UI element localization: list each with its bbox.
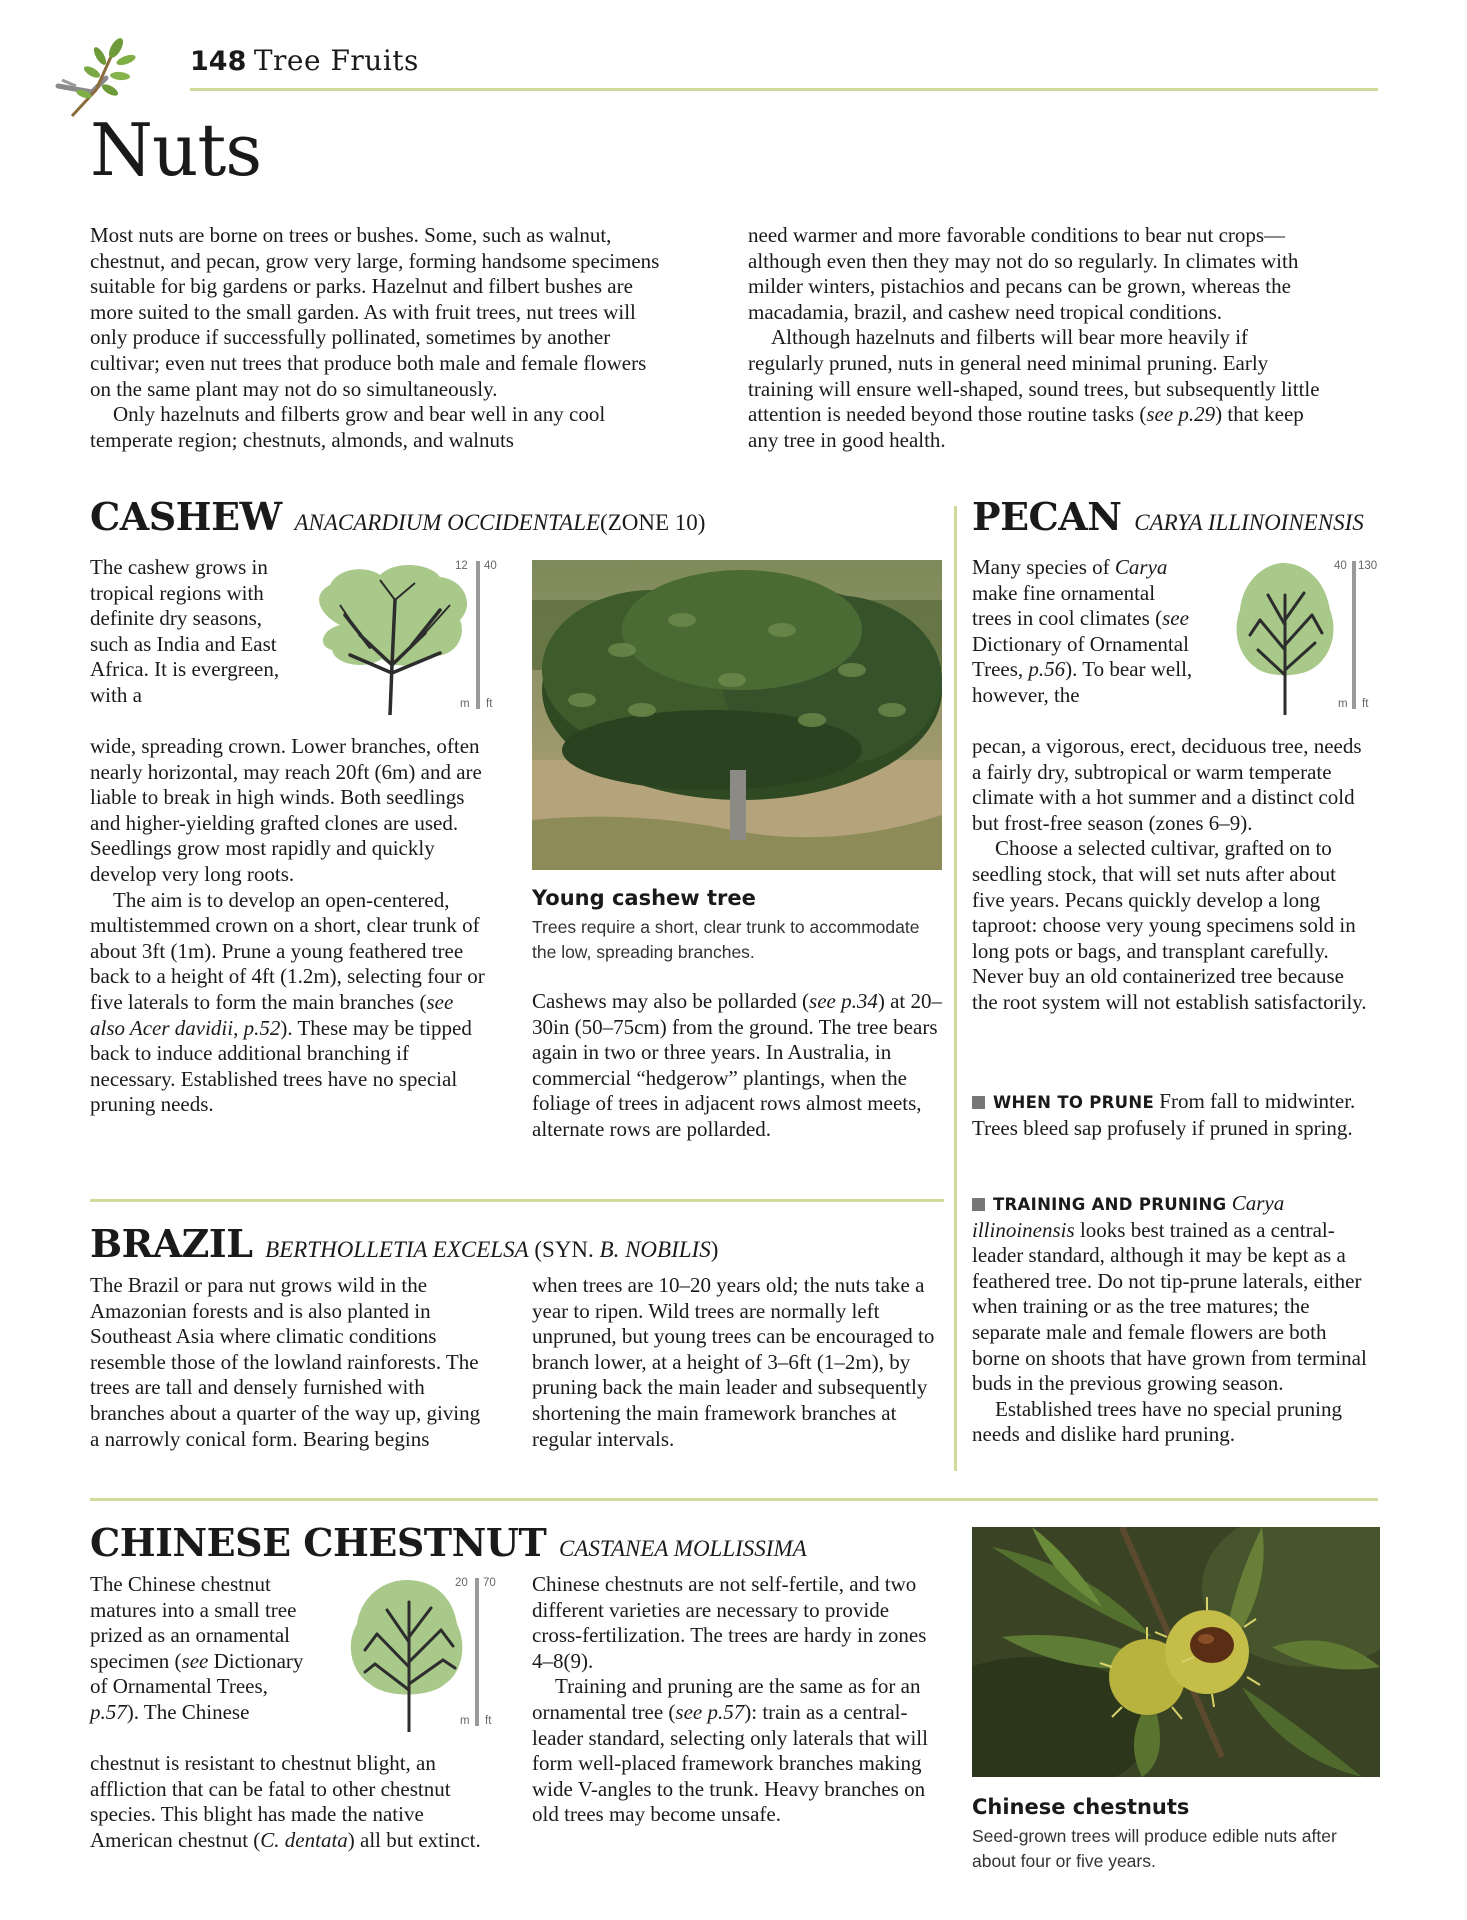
scale-m-label: m <box>1338 698 1348 710</box>
chinese-chestnuts-photo <box>972 1527 1380 1777</box>
young-cashew-tree-photo <box>532 560 942 870</box>
height-scale-bar <box>1352 561 1356 709</box>
upright-tree-icon <box>1220 555 1360 715</box>
cashew-text-top: The cashew grows in tropical regions with definite dry seasons, such as India and East Africa. It is evergreen, with a <box>90 555 280 707</box>
chestnut-latin-name: CASTANEA MOLLISSIMA <box>558 1536 807 1561</box>
intro-paragraph: Most nuts are borne on trees or bushes. Some, such as walnut, chestnut, and pecan, grow very large, forming handsome specimens suitable for big gardens or parks. Hazelnut and filbert bushes are more suited to the small garden. As with fruit trees, nut trees will only produce if successfully pollinated, sometimes by another cultivar; even nut trees that produce both male and female flowers on the same plant may not do so simultaneously. <box>90 223 660 401</box>
chestnut-column-2: Chinese chestnuts are not self-fertile, and two different varieties are necessary to provide cross-fertilization. The trees are hardy in zones 4–8(9). Training and pruning are the same as for an ornamental tree (see p.57): train as a central-leader standard, selecting only laterals that will form well-placed framework branches making wide V-angles to the trunk. Heavy branches on old trees may become unsafe. <box>532 1572 928 1827</box>
scale-ft-label: ft <box>1362 698 1369 710</box>
scale-m-label: m <box>460 698 470 710</box>
chestnut-text-top: The Chinese chestnut matures into a small tree prized as an ornamental specimen (see Dictionary of Ornamental Trees, p.57). The Chinese <box>90 1572 304 1724</box>
scale-ft-label: ft <box>486 698 493 710</box>
brazil-heading: BRAZIL BERTHOLLETIA EXCELSA (SYN. B. NOBILIS) <box>90 1221 719 1266</box>
chestnut-heading: CHINESE CHESTNUT CASTANEA MOLLISSIMA <box>90 1520 807 1565</box>
intro-column-2 <box>748 223 1328 453</box>
chestnut-rule <box>90 1498 1378 1501</box>
scale-m-label: m <box>460 1715 470 1727</box>
cashew-text-main: wide, spreading crown. Lower branches, often nearly horizontal, may reach 20ft (6m) and are liable to break in high winds. Both seedlings and higher-yielding grafted clones are used. Seedlings grow most rapidly and quickly develop very long roots. The aim is to develop an open-centered, multistemmed crown on a short, clear trunk of about 3ft (1m). Prune a young feathered tree back to a height of 4ft (1.2m), selecting four or five laterals to form the main branches (see also Acer davidii, p.52). These may be tipped back to induce additional branching if necessary. Established trees have no special pruning needs. <box>90 734 485 1117</box>
intro-paragraph: need warmer and more favorable conditions to bear nut crops—although even then they may not do so regularly. In climates with milder winters, pistachios and pecans can be grown, whereas the macadamia, brazil, and cashew need tropical conditions. <box>748 223 1299 324</box>
cashew-size-diagram <box>300 555 500 720</box>
brazil-column-2: when trees are 10–20 years old; the nuts take a year to ripen. Wild trees are normally left unpruned, but young trees can be encouraged to branch lower, at a height of 3–6ft (1–2m), by pruning back the main leader and subsequently shortening the main framework branches at regular intervals. <box>532 1273 935 1451</box>
scale-feet-top: 40 <box>484 560 497 572</box>
cashew-column-2: Cashews may also be pollarded (see p.34) at 20–30in (50–75cm) from the ground. The tree bears again in two or three years. In Australia, in commercial “hedgerow” plantings, when the foliage of trees in adjacent rows almost meets, alternate rows are pollarded. <box>532 989 942 1141</box>
pecan-size-diagram <box>1220 555 1380 720</box>
height-scale-bar <box>476 561 480 709</box>
scale-ft-label: ft <box>485 1715 492 1727</box>
cross-reference: see p.29 <box>1146 402 1216 427</box>
intro-column-1 <box>90 223 670 453</box>
column-divider <box>954 506 957 1471</box>
scale-metres-top: 40 <box>1334 560 1347 572</box>
brazil-column-1: The Brazil or para nut grows wild in the Amazonian forests and is also planted in Southeast Asia where climatic conditions resemble those of the lowland rainforests. The trees are tall and densely furnished with branches about a quarter of the way up, giving a narrowly conical form. Bearing begins <box>90 1273 481 1451</box>
pecan-heading: PECAN CARYA ILLINOINENSIS <box>972 494 1364 539</box>
pecan-latin-name: CARYA ILLINOINENSIS <box>1134 510 1364 535</box>
pecan-text-top: Many species of Carya make fine ornamental trees in cool climates (see Dictionary of Ornamental Trees, p.56). To bear well, however, the <box>972 555 1193 707</box>
scale-metres-top: 20 <box>455 1577 468 1589</box>
scale-feet-top: 70 <box>483 1577 496 1589</box>
pecan-when-to-prune: WHEN TO PRUNE From fall to midwinter. Trees bleed sap profusely if pruned in spring. <box>972 1089 1356 1140</box>
scale-feet-top: 130 <box>1358 560 1378 572</box>
intro-paragraph: Only hazelnuts and filberts grow and bear well in any cool temperate region; chestnuts, almonds, and walnuts <box>90 402 606 452</box>
chestnut-photo-caption-text: Seed-grown trees will produce edible nuts after about four or five years. <box>972 1826 1337 1871</box>
scale-metres-top: 12 <box>455 560 468 572</box>
spreading-tree-icon <box>300 555 480 715</box>
section-name: Tree Fruits <box>253 44 419 77</box>
cashew-photo-caption-title: Young cashew tree <box>532 886 756 910</box>
page-number: 148 <box>190 46 247 77</box>
round-tree-icon <box>335 1572 485 1732</box>
cashew-latin-name: ANACARDIUM OCCIDENTALE <box>294 510 601 535</box>
bullet-square-icon <box>972 1198 985 1211</box>
bullet-square-icon <box>972 1096 985 1109</box>
cashew-brazil-rule <box>90 1199 944 1202</box>
height-scale-bar <box>475 1578 479 1726</box>
cross-reference: see p.34 <box>809 989 878 1013</box>
chestnut-size-diagram <box>335 1572 505 1737</box>
chestnut-text-main: chestnut is resistant to chestnut blight, an affliction that can be fatal to other chestnut species. This blight has made the native American chestnut (C. dentata) all but extinct. <box>90 1751 481 1852</box>
cashew-heading: CASHEW ANACARDIUM OCCIDENTALE(ZONE 10) <box>90 494 706 539</box>
chestnut-burs-image <box>972 1527 1380 1777</box>
cashew-tree-image <box>532 560 942 870</box>
cross-reference: see also Acer davidii, p.52 <box>90 989 454 1040</box>
chestnut-photo-caption-title: Chinese chestnuts <box>972 1795 1190 1819</box>
cashew-photo-caption-text: Trees require a short, clear trunk to accommodate the low, spreading branches. <box>532 917 920 962</box>
running-header <box>190 44 419 78</box>
intro-paragraph: Although hazelnuts and filberts will bear more heavily if regularly pruned, nuts in general need minimal pruning. Early training will ensure well-shaped, sound trees, but subsequently little attention is needed beyond those routine tasks (see p.29) that keep any tree in good health. <box>748 325 1320 452</box>
cross-reference: see p.57 <box>675 1699 745 1724</box>
pecan-text-main: pecan, a vigorous, erect, deciduous tree, needs a fairly dry, subtropical or warm temperate climate with a hot summer and a distinct cold but frost-free season (zones 6–9). Choose a selected cultivar, grafted on to seedling stock, that will set nuts after about five years. Pecans quickly develop a long taproot: choose very young specimens sold in long pots or bags, and transplant carefully. Never buy an old containerized tree because the root system will not establish satisfactorily. <box>972 734 1367 1014</box>
cashew-zone: (ZONE 10) <box>600 510 706 535</box>
header-rule <box>190 88 1378 91</box>
page-title: Nuts <box>90 108 262 192</box>
brazil-latin-name: BERTHOLLETIA EXCELSA (SYN. B. NOBILIS) <box>265 1237 719 1262</box>
pecan-training-and-pruning: TRAINING AND PRUNING Carya illinoinensis looks best trained as a central-leader standard, although it may be kept as a feathered tree. Do not tip-prune laterals, either when training or as the tree matures; the separate male and female flowers are both borne on shoots that have grown from terminal buds in the previous growing season. Established trees have no special pruning needs and dislike hard pruning. <box>972 1191 1367 1447</box>
